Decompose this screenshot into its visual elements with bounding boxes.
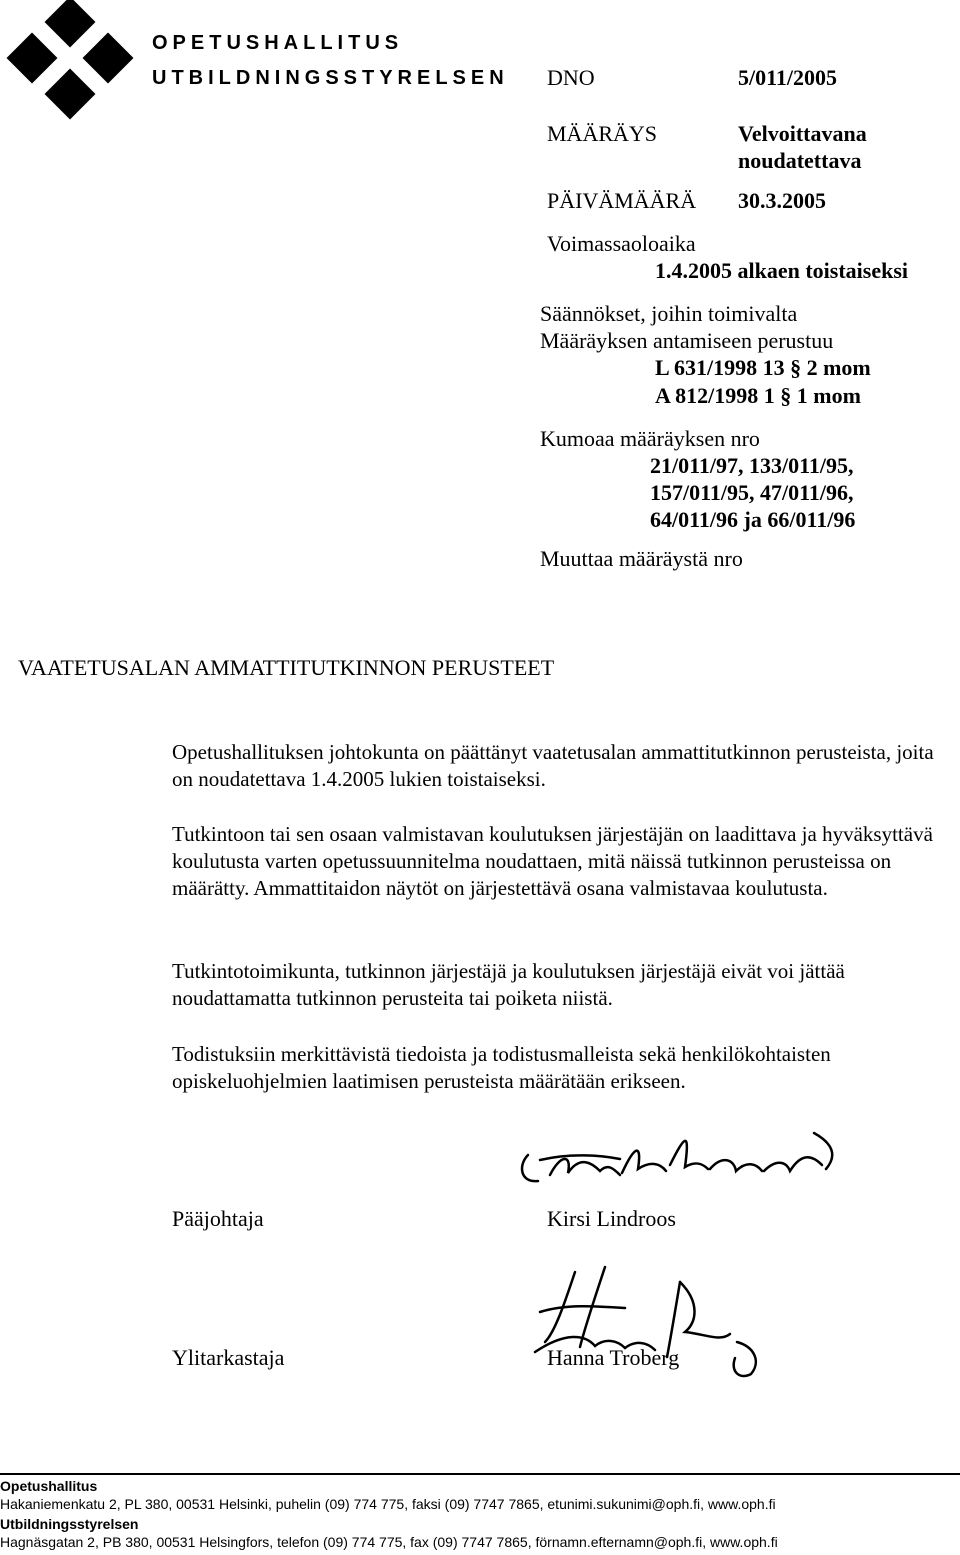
voimassa-label: Voimassaoloaika	[547, 231, 696, 256]
maarays-value-1: Velvoittavana	[738, 121, 867, 146]
paivamaara-value: 30.3.2005	[738, 188, 826, 213]
muuttaa-label: Muuttaa määräystä nro	[540, 546, 743, 571]
signer-role-1: Pääjohtaja	[172, 1206, 264, 1231]
footer-address-fi: Hakaniemenkatu 2, PL 380, 00531 Helsinki, puhelin (09) 774 775, faksi (09) 7747 7865, etunimi.sukunimi@oph.fi, www.oph.fi	[0, 1496, 776, 1512]
org-name-sv: UTBILDNINGSSTYRELSEN	[152, 67, 509, 89]
signature-lindroos-icon	[510, 1125, 840, 1195]
kumoaa-line-1: 21/011/97, 133/011/95,	[650, 453, 854, 478]
paragraph-3: Tutkintotoimikunta, tutkinnon järjestäjä ja koulutuksen järjestäjä eivät voi jättää noudattamatta tutkinnon perusteita tai poiketa niistä.	[172, 959, 845, 1010]
maarays-value-2: noudatettava	[738, 148, 862, 173]
signer-role-2: Ylitarkastaja	[172, 1345, 285, 1370]
kumoaa-line-2: 157/011/95, 47/011/96,	[650, 480, 854, 505]
maarays-label: MÄÄRÄYS	[547, 121, 658, 146]
dno-value: 5/011/2005	[738, 65, 838, 90]
dno-label: DNO	[547, 65, 595, 90]
saannokset-line-2: Määräyksen antamiseen perustuu	[540, 328, 834, 353]
kumoaa-line-3: 64/011/96 ja 66/011/96	[650, 507, 856, 532]
laki-ref-2: A 812/1998 1 § 1 mom	[655, 383, 861, 408]
document-title: VAATETUSALAN AMMATTITUTKINNON PERUSTEET	[18, 655, 555, 680]
signer-name-2: Hanna Troberg	[547, 1345, 680, 1370]
paivamaara-label: PÄIVÄMÄÄRÄ	[547, 188, 697, 213]
paragraph-2: Tutkintoon tai sen osaan valmistavan koulutuksen järjestäjän on laadittava ja hyväksyttävä koulutusta varten opetussuunnitelma noudattaen, mitä näissä tutkinnon perusteissa on määrätty. Ammattitaidon näytöt on järjestettävä osana valmistavaa koulutusta.	[172, 822, 933, 900]
laki-ref-1: L 631/1998 13 § 2 mom	[655, 355, 871, 380]
voimassa-value: 1.4.2005 alkaen toistaiseksi	[655, 258, 909, 283]
footer-org-fi: Opetushallitus	[0, 1478, 98, 1494]
footer-address-sv: Hagnäsgatan 2, PB 380, 00531 Helsingfors, telefon (09) 774 775, fax (09) 7747 7865, förnamn.efternamn@oph.fi, www.oph.fi	[0, 1534, 778, 1550]
signer-name-1: Kirsi Lindroos	[547, 1206, 676, 1231]
oph-logo-icon	[0, 0, 140, 130]
paragraph-1: Opetushallituksen johtokunta on päättänyt vaatetusalan ammattitutkinnon perusteista, joita on noudatettava 1.4.2005 lukien toistaiseksi.	[172, 740, 934, 791]
kumoaa-label: Kumoaa määräyksen nro	[540, 426, 760, 451]
org-name-fi: OPETUSHALLITUS	[152, 32, 404, 54]
paragraph-4: Todistuksiin merkittävistä tiedoista ja todistusmalleista sekä henkilökohtaisten opiskeluohjelmien laatimisen perusteista määrätään erikseen.	[172, 1042, 831, 1093]
saannokset-line-1: Säännökset, joihin toimivalta	[540, 301, 798, 326]
footer-org-sv: Utbildningsstyrelsen	[0, 1516, 139, 1532]
footer-divider	[0, 1473, 960, 1475]
